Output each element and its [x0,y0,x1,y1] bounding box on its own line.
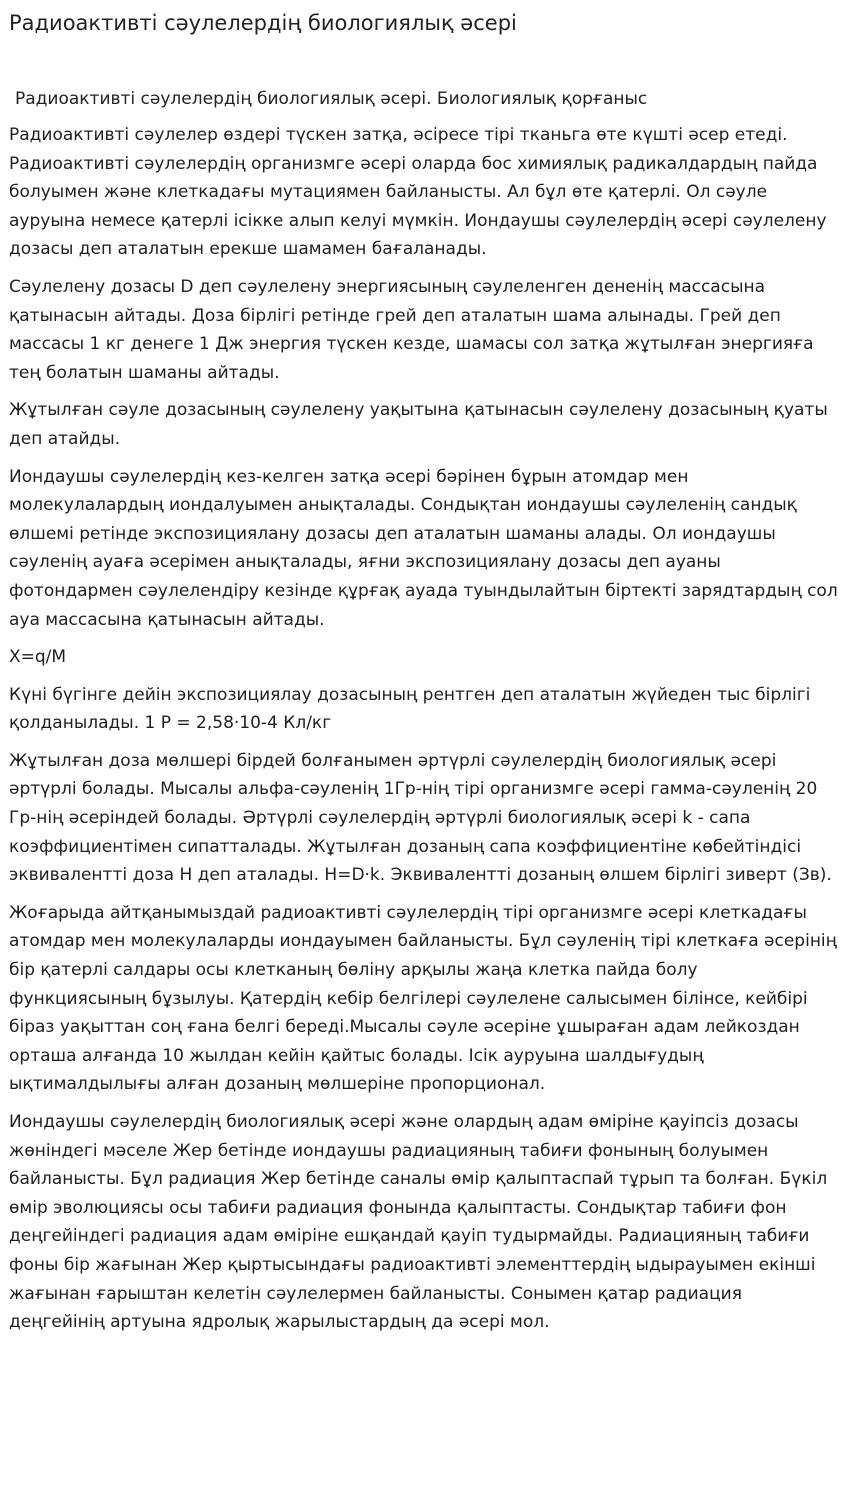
paragraph-formula: X=q/M [9,647,67,668]
article-subtitle: Радиоактивті сәулелердің биологиялық әсері. Биологиялық қорғаныс [15,89,648,109]
paragraph-intro: Радиоактивті сәулелер өздері түскен затқа, әсіресе тірі тканьга өте күшті әсер етеді. Радиоактивті сәулелердің организмге әсері оларда бос химиялық радикалдардың пайда болуымен және клеткадағы мутациямен байланысты. Ал бұл өте қатерлі. Ол сәуле ауруына немесе қатерлі ісікке алып келуі мүмкін. Иондаушы сәулелердің әсері сәулелену дозасы деп аталатын ерекше шамамен бағаланады. [9,125,827,260]
paragraph-dose-rate: Жұтылған сәуле дозасының сәулелену уақытына қатынасын сәулелену дозасының қуаты деп атайды. [9,400,828,449]
paragraph-equivalent-dose: Жұтылған доза мөлшері бірдей болғанымен әртүрлі сәулелердің биологиялық әсері әртүрлі болады. Мысалы альфа-сәуленің 1Гр-нің тірі организмге әсері гамма-сәуленің 20 Гр-нің әсеріндей болады. Әртүрлі сәулелердің әртүрлі биологиялық әсері k - сапа коэффициентімен сипатталады. Жұтылған дозаның сапа коэффициентіне көбейтіндісі эквиваленттi доза Н деп аталады. H=D·k. Эквиваленттi дозаның өлшем бірлігі зиверт (Зв). [9,750,832,886]
page-title: Радиоактивті сәулелердің биологиялық әсері [9,11,517,35]
paragraph-exposure-dose: Иондаушы сәулелердің кез-келген затқа әсері бәрінен бұрын атомдар мен молекулалардың иондалуымен анықталады. Сондықтан иондаушы сәулеленің сандық өлшемі ретінде экспозициялану дозасы деп аталатын шаманы алады. Ол иондаушы сәуленің ауаға әсерімен анықталады, яғни экспозициялану дозасы деп ауаны фотондармен сәулелендіру кезінде құрғақ ауада туындылайтын біртекті зарядтардың сол ауа массасына қатынасын айтады. [9,466,838,630]
article-body [9,121,839,1337]
paragraph-natural-background: Иондаушы сәулелердің биологиялық әсері және олардың адам өміріне қауіпсіз дозасы жөніндегі мәселе Жер бетінде иондаушы радиацияның табиғи фонының болуымен байланысты. Бұл радиация Жер бетінде саналы өмір қалыптаспай тұрып та болған. Бүкіл өмір эволюциясы осы табиғи радиация фонында қалыптасты. Сондықтар табиғи фон деңгейіндегі радиация адам өміріне ешқандай қауіп тудырмайды. Радиацияның табиғи фоны бір жағынан Жер қыртысындағы радиоактивті элементтердің ыдырауымен екінші жағынан ғарыштан келетін сәулелермен байланысты. Сонымен қатар радиация деңгейінің артуына ядролық жарылыстардың да әсері мол. [9,1112,828,1333]
paragraph-roentgen: Күні бүгінге дейін экспозициялау дозасының рентген деп аталатын жүйеден тыс бірлігі қолданылады. 1 Р = 2,58·10-4 Кл/кг [9,684,811,734]
paragraph-cell-effects: Жоғарыда айтқанымыздай радиоактивті сәулелердің тірі организмге әсері клеткадағы атомдар мен молекулаларды иондауымен байланысты. Бұл сәуленің тірі клеткаға әсерінің бір қатерлі салдары осы клетканың бөліну арқылы жаңа клетка пайда болу функциясының бұзылуы. Қатердің кебір белгілері сәулелене салысымен білінсе, кейбірі біраз уақыттан соң ғана белгі береді.Мысалы сәуле әсеріне ұшыраған адам лейкоздан орташа алғанда 10 жылдан кейін қайтыс болады. Ісік ауруына шалдығудың ықтималдылығы алған дозаның мөлшеріне пропорционал. [9,902,837,1095]
paragraph-dose-definition: Сәулелену дозасы D деп сәулелену энергиясының сәулеленген дененің массасына қатынасын айтады. Доза бірлігі ретінде грей деп аталатын шама алынады. Грей деп массасы 1 кг денеге 1 Дж энергия түскен кезде, шамасы сол затқа жұтылған энергияға тең болатын шаманы айтады. [9,276,814,383]
